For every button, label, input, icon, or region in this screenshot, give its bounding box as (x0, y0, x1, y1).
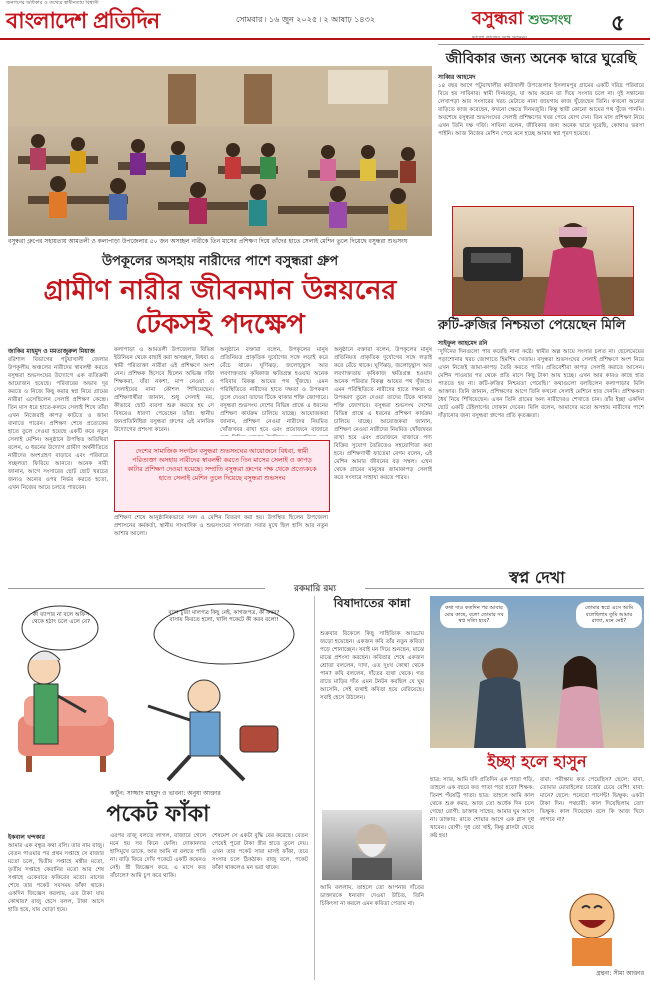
story-headline: পকেট ফাঁকা (106, 801, 210, 827)
poem-tail: আমি বললাম, তাহলে তো আপনার দাঁতের ডাক্তারকে ধন্যবাদ দেওয়া উচিত, তিনি চিকিৎসা না করলে এমন কবিতা পেতাম না। (320, 885, 424, 907)
sidebar-rule (438, 44, 644, 45)
main-body-col-3a: অনুষ্ঠানে বক্তারা বলেন, উপকূলের মানুষ প্রতিনিয়ত প্রাকৃতিক দুর্যোগের সঙ্গে লড়াই করে বেঁচে থাকে। ঘূর্ণিঝড়, জলোচ্ছ্বাস আর লবণাক্ততায় কৃষিকাজ ক্ষতিগ্রস্ত হওয়ায় অনেক পরিবার বিকল্প আয়ের পথ খুঁজছে। এমন পরিস্থিতিতে নারীদের হাতে দক্ষতা ও উপকরণ তুলে দেওয়া তাদের টিকে থাকার শক্তি জোগাবে। বসুন্ধরা শুভসংঘ দেশের বিভিন্ন প্রান্তে এ ধরনের প্রশিক্ষণ কার্যক্রম চালিয়ে যাচ্ছে। আয়োজকরা জানান, প্রশিক্ষণ নেওয়া নারীদের নিয়মিত খোঁজখবর রাখা হবে এবং প্রয়োজনে বাজারে (220, 347, 328, 433)
main-body-col-2b: প্রশিক্ষণ শেষে আনুষ্ঠানিকভাবে সনদ ও মেশিন বিতরণ করা হয়। উপস্থিত ছিলেন উপজেলা প্রশাসনের কর্মকর্তা, স্থানীয় সাংবাদিক ও শুভসংঘের সদস্যরা। সবার মুখে ছিল হাসি আর নতুন আশার আলো। (114, 515, 328, 537)
jokes-body-right: বাবা: পরীক্ষায় কত পেয়েছিস? ছেলে: বাবা, তোমার মোবাইলের চার্জের চেয়ে বেশি! বাবা: মানে? ছেলে: পনেরো পার্সেন্ট! ভিক্ষুক: একটা টাকা দিন। পথচারী: কাল দিয়েছিলাম তো! ভিক্ষুক: কাল দিয়েছেন বলে কি আজ খিদে লাগবে না? (540, 777, 644, 823)
tailor-woman-photo (452, 206, 634, 316)
poem-body: শুক্রবার বিকেলে কিছু সাহিত্যিক আড্ডায় জড়ো হয়েছেন। একজন কবি তাঁর নতুন কবিতা পড়ে শোনাচ্ছেন। সবাই মন দিয়ে শুনছেন, মাঝে মাঝে প্রশংসা করছেন। কবিতার শেষে একজন শ্রোতা বললেন, দাদা, এত দুঃখ কোথা থেকে পান? কবি বললেন, দাঁতের ব্যথা থেকে। গত রাতে মাড়ির দাঁত এমন টনটন করছিল যে ঘুম আসেনি, সেই ব্যথাই কবিতা হয়ে বেরিয়েছে। সবাই হেসে উঠলেন। (320, 631, 424, 701)
dream-bubble-left: কথা দাও কতদিন পর আবার মোর কাছে, বলো তোমার সব স্বপ্ন সত্যি হবে? (440, 602, 508, 628)
supplement-name: শুভসংঘ (528, 13, 572, 28)
masthead-tagline: জনগণের অধিকার ও তথ্যের স্বাধীনতায় বিশ্বাসী (6, 0, 99, 6)
story-body-a: আমার এক বন্ধুর কথা বলি। তার নাম রাজু। বেতন পাওয়ার পর প্রথম সপ্তাহে সে রাজার মতো চলে, দ্বিতীয় সপ্তাহে মন্ত্রীর মতো, তৃতীয় সপ্তাহে কেরানির মতো আর শেষ সপ্তাহে একেবারে ফকিরের মতো। মাসের শেষে তার পকেট সবসময় ফাঁকা থাকে। একদিন জিজ্ঞেস করলাম, এত টাকা যায় কোথায়? রাজু হেসে বলল, টাকা আসে হাতি হয়ে, যায় ঘোড়া হয়ে। (8, 843, 104, 913)
jokes-body-left: ছাত্র: স্যার, আমি যদি প্রতিদিন এক পাতা পড়ি, তাহলে এক বছরে কত পাতা পড়া হবে? শিক্ষক: তিনশ পঁয়ষট্টি পাতা। ছাত্র: তাহলে আমি কাল থেকে শুরু করব, আজ তো অর্ধেক দিন চলে গেছে! রোগী: ডাক্তার সাহেব, আমার ঘুম আসে না। ডাক্তার: রাতে শোয়ার আগে এক গ্লাস দুধ খাবেন। রোগী: দুধ তো খাই, কিন্তু গ্লাসটা খেতে কষ্ট হয়! (430, 777, 534, 839)
lead-photo (8, 66, 432, 236)
fun-section-label: রকমারি রম্য (265, 581, 365, 596)
jokes-headline: ইচ্ছা হলে হাসুন (487, 752, 587, 771)
masthead-rule (0, 38, 650, 40)
pullquote-box (114, 440, 330, 512)
page-number: ৫ (610, 11, 626, 36)
cartoon-credit: কার্টুন: সাজ্জাদ মাহমুদ ও ভাবনা: অনুষা আক্তার (110, 790, 221, 797)
sidebar-body: ১৪ বছর আগে পটুয়াখালীর কাউখালী উপজেলার ইসলামপুর গ্রামের একটি দরিদ্র পরিবারে বিয়ে হয় সাবিনার। স্বামী দিনমজুর, যা আয় করেন তা দিয়ে সংসার চলে না। দুই সন্তানের লেখাপড়া আর সংসারের খরচ মেটাতে নানা জায়গায় কাজ খুঁজেছেন তিনি। কখনো অন্যের বাড়িতে কাজ করেছেন, কখনো ক্ষেতে দিনমজুরি। কিন্তু স্থায়ী কোনো আয়ের পথ খুঁজে পাননি। অবশেষে বসুন্ধরা শুভসংঘের সেলাই প্রশিক্ষণের খবর পেয়ে যোগ দেন। তিন মাস প্রশিক্ষণ নিয়ে এখন তিনি দক্ষ দর্জি। সাবিনা বলেন, জীবিকার জন্য অনেক দ্বারে ঘুরেছি, কোথাও ভরসা পাইনি। আজ নিজের মেশিন পেয়ে মনে হচ্ছে আমার স্বপ্ন পূরণ হয়েছে। (438, 83, 644, 137)
main-body-col-1: বরিশাল বিভাগের পটুয়াখালী জেলার উপকূলীয় অঞ্চলের নারীদের স্বাবলম্বী করতে বসুন্ধরা শুভসংঘের উদ্যোগে এক ব্যতিক্রমী আয়োজন হয়েছে। পরিবারের অভাব দূর করতে ও নিজে কিছু করার স্বপ্ন নিয়ে গ্রামের নারীরা এসেছিলেন সেলাই প্রশিক্ষণ কেন্দ্রে। তিন মাস ধরে হাতে-কলমে সেলাই শিখে তাঁরা এখন নিজেরাই কাপড় কাটতে ও জামা বানাতে পারেন। প্রশিক্ষণ শেষে প্রত্যেকের হাতে তুলে দেওয়া হয়েছে একটি করে নতুন সেলাই মেশিন। অনুষ্ঠানে উপস্থিত অতিথিরা বলেন, এ ধরনের উদ্যোগ গ্রামীণ অর্থনীতিতে নারীদের অংশগ্রহণ বাড়াবে এবং পরিবারে সচ্ছলতা ফিরিয়ে আনবে। অনেক নারী জানান, আগে সংসারের ছোট ছোট খরচের জন্যও অন্যের ওপর নির্ভর করতে হতো, এখন নিজের আয়ে চলতে পারবেন। (8, 357, 108, 491)
main-headline-line-1: গ্রামীণ নারীর জীবনমান উন্নয়নের (43, 275, 397, 306)
supplement-brand: বসুন্ধরা (472, 8, 524, 29)
main-headline-line-2: টেকসই পদক্ষেপ (135, 309, 305, 340)
issue-date: সোমবার ৷ ১৬ জুন ২০২৫ ৷ ২ আষাঢ় ১৪৩২ (236, 15, 376, 24)
kicker: উপকূলের অসহায় নারীদের পাশে বসুন্ধরা গ্রুপ (101, 254, 339, 269)
main-body-col-2a: কলাপাড়া ও আমতলী উপজেলার বিভিন্ন ইউনিয়ন থেকে বাছাই করা অসচ্ছল, বিধবা ও স্বামী পরিত্যক্তা নারীরা এই প্রশিক্ষণে অংশ নেন। প্রশিক্ষক হিসেবে ছিলেন অভিজ্ঞ দর্জি শিক্ষকরা, যাঁরা নকশা, মাপ নেওয়া ও সেলাইয়ের নানা কৌশল শিখিয়েছেন। প্রশিক্ষণার্থীরা জানান, শুধু সেলাই নয়, কীভাবে ছোট ব্যবসা শুরু করতে হয় সে বিষয়েও ধারণা পেয়েছেন তাঁরা। স্থানীয় জনপ্রতিনিধিরা বসুন্ধরা গ্রুপের এই মানবিক উদ্যোগের প্রশংসা করেন। (114, 347, 214, 433)
cartoon (8, 596, 308, 786)
lead-photo-caption: বসুন্ধরা গ্রুপের সহায়তায় আমতলী ও কলাপাড়া উপজেলার ৫০ জন অসচ্ছল নারীকে তিন মাসের প্রশিক্ষণ দিয়ে তাঁদের হাতে সেলাই মেশিন তুলে দিয়েছে বসুন্ধরা শুভসংঘ (8, 238, 408, 245)
sidebar-byline: সাব্বির আহমেদ (438, 74, 476, 81)
laughing-emoji-graphic (540, 886, 644, 966)
story-byline: ইকবাল খন্দকার (8, 834, 45, 841)
jokes-credit: গ্রন্থনা: সীমা আক্তার (596, 970, 644, 977)
main-body-col-4: অনুষ্ঠানে বক্তারা বলেন, উপকূলের মানুষ প্রতিনিয়ত প্রাকৃতিক দুর্যোগের সঙ্গে লড়াই করে বেঁচে থাকে। ঘূর্ণিঝড়, জলোচ্ছ্বাস আর লবণাক্ততায় কৃষিকাজ ক্ষতিগ্রস্ত হওয়ায় অনেক পরিবার বিকল্প আয়ের পথ খুঁজছে। এমন পরিস্থিতিতে নারীদের হাতে দক্ষতা ও উপকরণ তুলে দেওয়া তাদের টিকে থাকার শক্তি জোগাবে। বসুন্ধরা শুভসংঘ দেশের বিভিন্ন প্রান্তে এ ধরনের প্রশিক্ষণ কার্যক্রম চালিয়ে যাচ্ছে। আয়োজকরা জানান, প্রশিক্ষণ নেওয়া নারীদের নিয়মিত খোঁজখবর রাখা হবে এবং প্রয়োজনে বাজারে পণ্য বিক্রির সুযোগ তৈরিতেও সহযোগিতা করা হবে। প্রশিক্ষণার্থী ফাতেমা বেগম বলেন, এই মেশিন আমার জীবনের বড় সম্বল। এখন থেকে গ্রামের মানুষের জামাকাপড় সেলাই করে সংসারে সাহায্য করতে পারব। (334, 347, 432, 481)
cartoon-bubble-man: ব্যাগ চুরি! মালপত্র কিছু নেই, কাগজপত্র, কী করব? বাসায় ফিরতে হলো, খালি পকেটে কী করব বলো! (168, 610, 280, 623)
dream-headline: স্বপ্ন দেখা (509, 568, 565, 587)
laughing-man-icon (540, 886, 644, 966)
training-hall-photo (8, 66, 432, 236)
profile-headline: রুটি-রুজির নিশ্চয়তা পেয়েছেন মিলি (438, 318, 626, 333)
dream-photo (430, 596, 644, 748)
story-body-c: শেষমেশ সে একটা বুদ্ধি বের করেছে। বেতন পেয়েই পুরো টাকা স্ত্রীর হাতে তুলে দেয়। এখন তার পকেট সারা মাসই ফাঁকা, তবে সংসার চলে ঠিকঠাক। রাজু বলে, পকেট ফাঁকা থাকলেও মন ভরা থাকে। (212, 833, 308, 871)
profile-body: ‘দুর্দিনের দিনগুলো পার করেছি নানা কষ্টে। স্বামীর অল্প আয়ে সংসার চলত না। ছেলেমেয়ের পড়াশোনার খরচ জোগাতে হিমশিম খেতাম। বসুন্ধরা শুভসংঘের সেলাই প্রশিক্ষণে অংশ নিয়ে এখন নিজেই জামা-কাপড় তৈরি করতে পারি। প্রতিবেশীরা কাপড় সেলাই করাতে আসেন। মেশিন পাওয়ার পর থেকে প্রতি মাসে কিছু টাকা আয় হচ্ছে। এখন আর কারও কাছে হাত পাততে হয় না। রুটি-রুজির নিশ্চয়তা পেয়েছি।’ কথাগুলো বলছিলেন কলাপাড়ার মিলি আক্তার। তিনি জানান, প্রশিক্ষণের আগে তিনি কখনো সেলাই মেশিনে হাত দেননি। প্রশিক্ষকরা ধৈর্য নিয়ে শিখিয়েছেন। এখন তিনি গ্রামের অন্য নারীদেরও শেখাতে চান। তাঁর ইচ্ছা একদিন ছোট একটি টেইলার্সের দোকান দেবেন। মিলি বলেন, আমাদের মতো অসহায় নারীদের পাশে দাঁড়ানোর জন্য বসুন্ধরা গ্রুপের প্রতি কৃতজ্ঞতা। (438, 349, 644, 419)
supplement-logo (472, 4, 592, 34)
pullquote-text: দেশের সামাজিক সংগঠন বসুন্ধরা শুভসংঘের আয়োজনে বিধবা, স্বামী পরিত্যক্তা অসহায় নারীদের স্বাবলম্বী করতে তিন মাসের সেলাই ও কাপড় কাটার প্রশিক্ষণ দেওয়া হয়েছে। সম্প্রতি বসুন্ধরা গ্রুপের পক্ষ থেকে প্রত্যেককে হাতে সেলাই মেশিন তুলে দিয়েছে বসুন্ধরা শুভসংঘ (127, 447, 317, 482)
newspaper-logo: বাংলাদেশ প্রতিদিন (6, 8, 160, 34)
main-byline: জাকির মাহমুদ ও মমতাজুরুল মিয়াজ (8, 348, 95, 355)
story-body-b: এরপর রাজু বলতে লাগল, বাজারে গেলে মনে হয় সব কিনে ফেলি। দোকানদার হাসিমুখে ডাকে, আর আমি না বলতে পারি না। বাড়ি ফিরে দেখি পকেটে একটি কয়েনও নেই। স্ত্রী জিজ্ঞেস করে, এ মাসে কত বাঁচালে? আমি চুপ করে থাকি। (110, 833, 206, 879)
cartoon-bubble-woman: কী ব্যাপার না বলে অফিস থেকে হঠাৎ চলে এলে যে? (31, 612, 91, 625)
dream-bubble-right: তোমার স্বপ্নে এসে আমি বলেছিলাম তুমি আমার রাজা, মনে নেই? (576, 602, 642, 628)
bearded-man-photo (322, 810, 422, 880)
poet-portrait (322, 810, 422, 880)
sewing-machine-photo (453, 207, 633, 315)
column-rule-1 (314, 596, 315, 980)
poem-headline: বিষাদাতের কান্না (333, 596, 411, 610)
sidebar-headline: জীবিকার জন্য অনেক দ্বারে ঘুরেছি (445, 51, 637, 67)
profile-byline: সাইফুল আহমেদ রনি (438, 340, 488, 347)
